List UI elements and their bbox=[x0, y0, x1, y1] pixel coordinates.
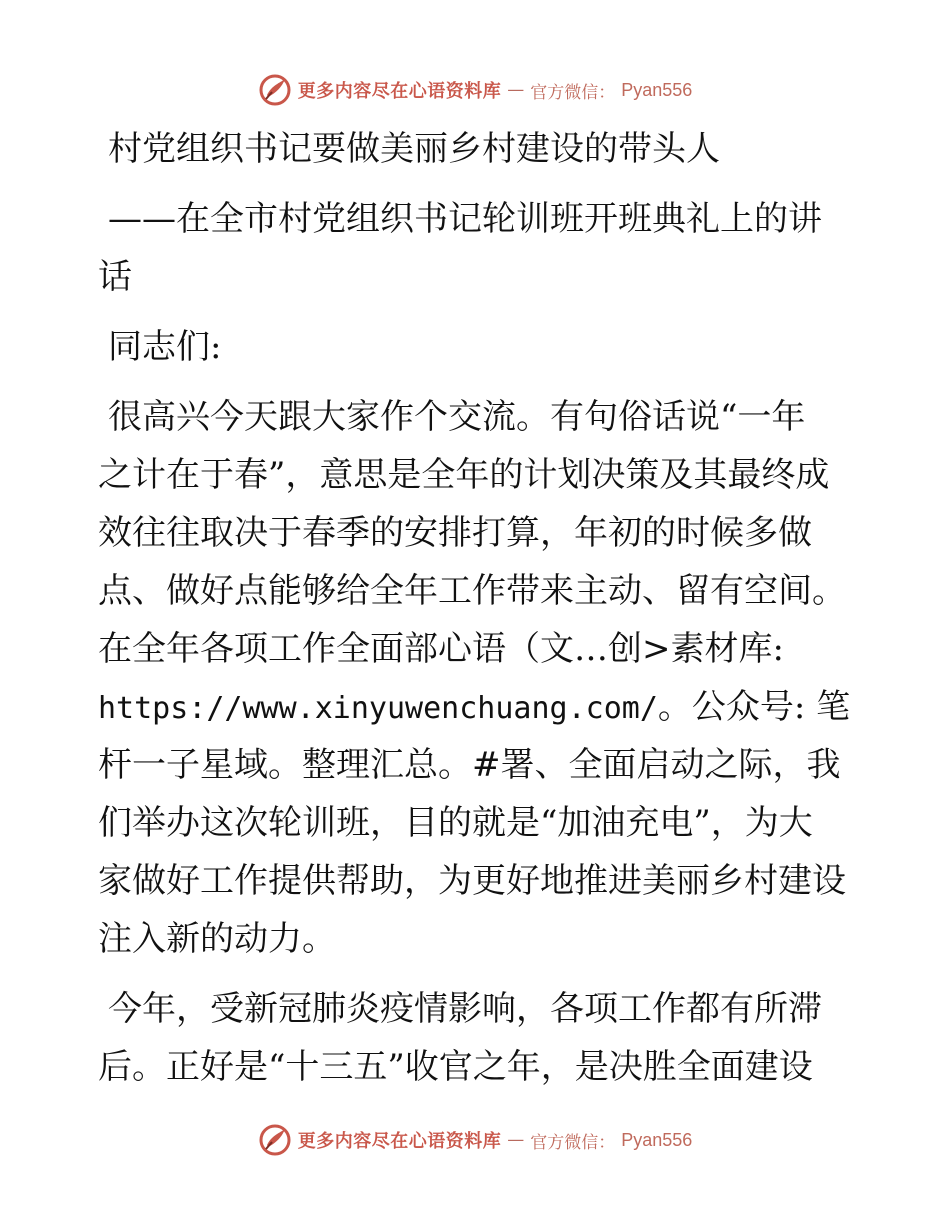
quill-swirl-icon bbox=[258, 73, 292, 107]
document-body bbox=[98, 120, 850, 1096]
document-subtitle-line-2: 话 bbox=[98, 257, 132, 297]
paragraph-1-url-line bbox=[98, 678, 850, 736]
watermark-wechat-id: Pyan556 bbox=[621, 1129, 693, 1150]
watermark-separator: — bbox=[507, 80, 525, 100]
watermark-main-text: 更多内容尽在心语资料库 bbox=[297, 81, 502, 102]
header-watermark bbox=[0, 70, 950, 110]
watermark-wechat-id: Pyan556 bbox=[621, 79, 693, 100]
paragraph-2-line-1: 今年，受新冠肺炎疫情影响，各项工作都有所滞 bbox=[108, 989, 822, 1029]
document-title: 村党组织书记要做美丽乡村建设的带头人 bbox=[108, 129, 720, 169]
paragraph-1-line-4: 点、做好点能够给全年工作带来主动、留有空间。 bbox=[98, 571, 846, 611]
paragraph-1-line-9: 家做好工作提供帮助，为更好地推进美丽乡村建设 bbox=[98, 861, 846, 901]
watermark-separator: — bbox=[507, 1130, 525, 1150]
paragraph-1-line-3: 效往往取决于春季的安排打算，年初的时候多做 bbox=[98, 513, 812, 553]
paragraph-1-line-7: 杆一子星域。整理汇总。#署、全面启动之际，我 bbox=[98, 745, 841, 785]
paragraph-1-line-8: 们举办这次轮训班，目的就是“加油充电”，为大 bbox=[98, 803, 813, 843]
paragraph-1-line-10: 注入新的动力。 bbox=[98, 919, 336, 959]
paragraph-1-line-2: 之计在于春”，意思是全年的计划决策及其最终成 bbox=[98, 455, 830, 495]
paragraph-1-line-5: 在全年各项工作全面部心语（文…创>素材库: bbox=[98, 629, 784, 669]
footer-watermark bbox=[0, 1120, 950, 1160]
document-subtitle-line-1: ——在全市村党组织书记轮训班开班典礼上的讲 bbox=[108, 199, 822, 239]
watermark-sub-text: 官方微信： bbox=[530, 1132, 616, 1153]
salutation: 同志们: bbox=[108, 327, 222, 367]
url-suffix-text: 。公众号: 笔 bbox=[657, 687, 850, 727]
paragraph-1-line-1: 很高兴今天跟大家作个交流。有句俗话说“一年 bbox=[108, 397, 806, 437]
watermark-sub-text: 官方微信： bbox=[530, 82, 616, 103]
paragraph-2-line-2: 后。正好是“十三五”收官之年，是决胜全面建设 bbox=[98, 1047, 813, 1087]
watermark-main-text: 更多内容尽在心语资料库 bbox=[297, 1131, 502, 1152]
website-link[interactable]: https://www.xinyuwenchuang.com/ bbox=[98, 691, 658, 726]
quill-swirl-icon bbox=[258, 1123, 292, 1157]
